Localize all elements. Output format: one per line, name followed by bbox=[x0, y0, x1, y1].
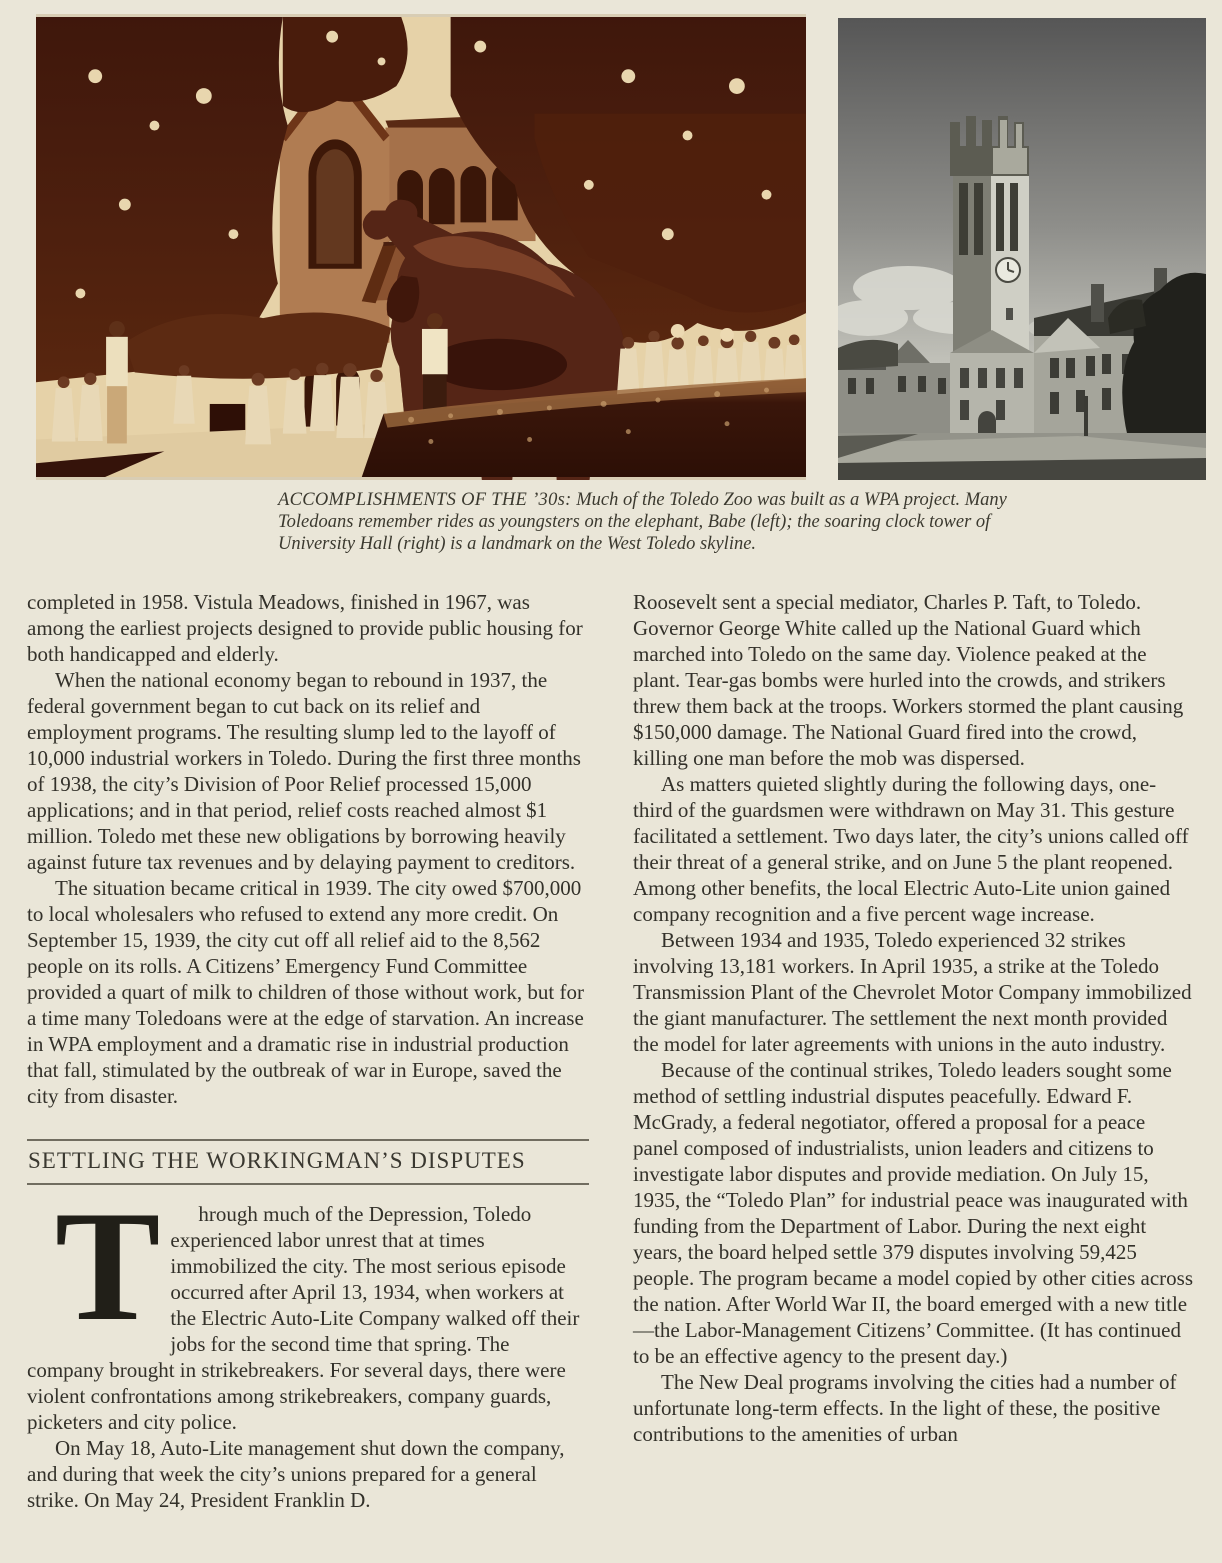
paragraph: Between 1934 and 1935, Toledo experienced 32 strikes involving 13,181 workers. In April 1935, a strike at the Toledo Transmission Plant of the Chevrolet Motor Company immobilized the giant manufacturer. The settlement the next month provided the model for later agreements with unions in the auto industry. bbox=[633, 928, 1192, 1056]
dropcap-paragraph-text: hrough much of the Depression, Toledo experienced labor unrest that at times immobilized the city. The most serious episode occurred after April 13, 1934, when workers at the Electric Auto-Lite Company walked off their jobs for the second time that spring. The company brought in strikebreakers. For several days, there were violent confrontations among strikebreakers, company guards, picketers and city police. bbox=[27, 1202, 580, 1434]
clock-tower-photo bbox=[838, 18, 1206, 480]
paragraph: Roosevelt sent a special mediator, Charles P. Taft, to Toledo. Governor George White called up the National Guard which marched into Toledo on the same day. Violence peaked at the plant. Tear-gas bombs were hurled into the crowds, and strikers threw them back at the troops. Workers stormed the plant causing $150,000 damage. The National Guard fired into the crowd, killing one man before the mob was dispersed. bbox=[633, 590, 1184, 770]
paragraph: Because of the continual strikes, Toledo leaders sought some method of settling industrial disputes peacefully. Edward F. McGrady, a federal negotiator, offered a proposal for a peace panel composed of industrialists, union leaders and citizens to investigate labor disputes and provide mediation. On July 15, 1935, the “Toledo Plan” for industrial peace was inaugurated with funding from the Department of Labor. During the next eight years, the board helped settle 379 disputes involving 59,425 people. The program became a model copied by other cities across the nation. After World War II, the board emerged with a new title—the Labor-Management Citizens’ Committee. (It has continued to be an effective agency to the present day.) bbox=[633, 1058, 1193, 1368]
clock-tower-illustration bbox=[838, 18, 1206, 480]
clock-face bbox=[996, 258, 1020, 282]
paragraph: The situation became critical in 1939. The city owed $700,000 to local wholesalers who refused to extend any more credit. On September 15, 1939, the city cut off all relief aid to the 8,562 people on its rolls. A Citizens’ Emergency Fund Committee provided a quart of milk to children of those without work, but for a time many Toledoans were at the edge of starvation. An increase in WPA employment and a dramatic rise in industrial production that fall, stimulated by the outbreak of war in Europe, saved the city from disaster. bbox=[27, 876, 584, 1108]
section-heading: SETTLING THE WORKINGMAN’S DISPUTES bbox=[27, 1139, 589, 1185]
paragraph: completed in 1958. Vistula Meadows, finished in 1967, was among the earliest projects designed to provide public housing for both handicapped and elderly. bbox=[27, 590, 583, 666]
caption-text: Much of the Toledo Zoo was built as a WPA project. Many Toledoans remember rides as youngsters on the elephant, Babe (left); the soaring clock tower of University Hall (right) is a landmark on the West Toledo skyline. bbox=[278, 490, 1007, 554]
paragraph: The New Deal programs involving the cities had a number of unfortunate long-term effects. In the light of these, the positive contributions to the amenities of urban bbox=[633, 1370, 1177, 1446]
right-column bbox=[633, 589, 1195, 1513]
paragraph: On May 18, Auto-Lite management shut down the company, and during that week the city’s unions prepared for a general strike. On May 24, President Franklin D. bbox=[27, 1436, 565, 1512]
caption-lead: ACCOMPLISHMENTS OF THE ’30s: bbox=[278, 490, 572, 510]
dropcap-paragraph bbox=[27, 1179, 589, 1435]
dropcap-letter-T: T bbox=[55, 1179, 161, 1354]
photo-row bbox=[0, 0, 1222, 480]
body-columns bbox=[0, 589, 1222, 1513]
photo-caption bbox=[278, 489, 1012, 555]
left-column bbox=[27, 589, 589, 1513]
zoo-photo bbox=[36, 14, 806, 480]
paragraph: As matters quieted slightly during the following days, one-third of the guardsmen were withdrawn on May 31. This gesture facilitated a settlement. Two days later, the city’s unions called off their threat of a general strike, and on June 5 the plant reopened. Among other benefits, the local Electric Auto-Lite union gained company recognition and a five percent wage increase. bbox=[633, 772, 1189, 926]
paragraph: When the national economy began to rebound in 1937, the federal government began to cut back on its relief and employment programs. The resulting slump led to the layoff of 10,000 industrial workers in Toledo. During the first three months of 1938, the city’s Division of Poor Relief processed 15,000 applications; and in that period, relief costs reached almost $1 million. Toledo met these new obligations by borrowing heavily against future tax revenues and by delaying payment to creditors. bbox=[27, 668, 581, 874]
zoo-photo-illustration bbox=[36, 14, 806, 480]
clock-tower bbox=[950, 116, 1034, 443]
